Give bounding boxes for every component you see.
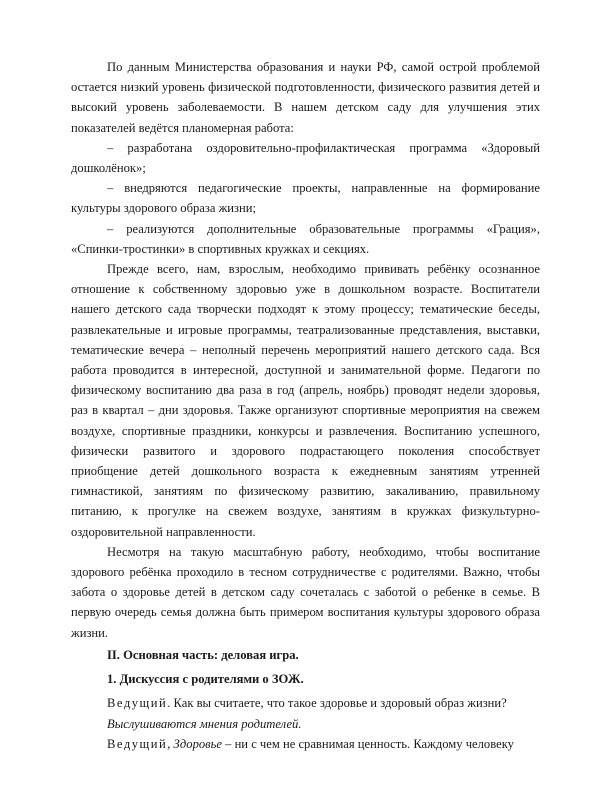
intro-paragraph: По данным Министерства образования и науки РФ, самой острой проблемой остается низкий уровень физической подготовленности, физического развития детей и высокий уровень заболеваемости. В нашем детском саду для улучшения этих показателей ведётся планомерная работа: (71, 60, 540, 135)
upbringing-paragraph: Прежде всего, нам, взрослым, необходимо прививать ребёнку осознанное отношение к собственному здоровью уже в дошкольном возрасте. Воспитатели нашего детского сада творчески подходят к этому процессу; тематические беседы, развлекательные и игровые программы, театрализованные представления, выставки, тематические вечера – неполный перечень мероприятий нашего детского сада. Вся работа проводится в интересной, доступной и занимательной форме. Педагоги по физическому воспитанию два раза в год (апрель, ноябрь) проводят недели здоровья, раз в квартал – дни здоровья. Также организуют спортивные мероприятия на свежем воздухе, спортивные праздники, конкурсы и развлечения. Воспитанию успешного, физически развитого и здорового подрастающего поколения способствует приобщение детей дошкольного возраста к ежедневным занятиям утренней гимнастикой, занятиям по физическому развитию, закаливанию, правильному питанию, к прогулке на свежем воздухе, занятиям в кружках физкультурно-оздоровительной направленности. (71, 262, 540, 539)
cooperation-paragraph: Несмотря на такую масштабную работу, необходимо, чтобы воспитание здорового ребёнка проходило в тесном сотрудничестве с родителями. Важно, чтобы забота о здоровье детей в детском саду сочеталась с заботой о ребенке в семье. В первую очередь семья должна быть примером воспитания культуры здорового образа жизни. (71, 544, 540, 640)
dialogue-line-listen: Выслушиваются мнения родителей. (107, 716, 302, 731)
speaker-label: Ведущий (107, 736, 168, 751)
document-body (71, 57, 540, 754)
health-text: – ни с чем не сравнимая ценность. Каждому человеку (221, 736, 514, 751)
speaker-label: Ведущий (107, 696, 168, 711)
list-item-projects: – внедряются педагогические проекты, направленные на формирование культуры здорового образа жизни; (71, 181, 540, 216)
section-heading-main: II. Основная часть: деловая игра. (107, 647, 299, 662)
list-item-program: – разработана оздоровительно-профилактическая программа «Здоровый дошколёнок»; (71, 140, 540, 176)
list-item-additional-programs: – реализуются дополнительные образовательные программы «Грация», «Спинки-тростинки» в спортивных кружках и секциях. (71, 221, 540, 256)
dialogue-line-question (71, 693, 540, 713)
health-term: Здоровье (173, 736, 222, 751)
section-heading-discussion: 1. Дискуссия с родителями о ЗОЖ. (107, 672, 304, 687)
dialogue-line-health: Ведущий, Здоровье – ни с чем не сравнимая ценность. Каждому человеку (107, 736, 514, 751)
question-text: . Как вы считаете, что такое здоровье и здоровый образ жизни? (167, 696, 507, 711)
